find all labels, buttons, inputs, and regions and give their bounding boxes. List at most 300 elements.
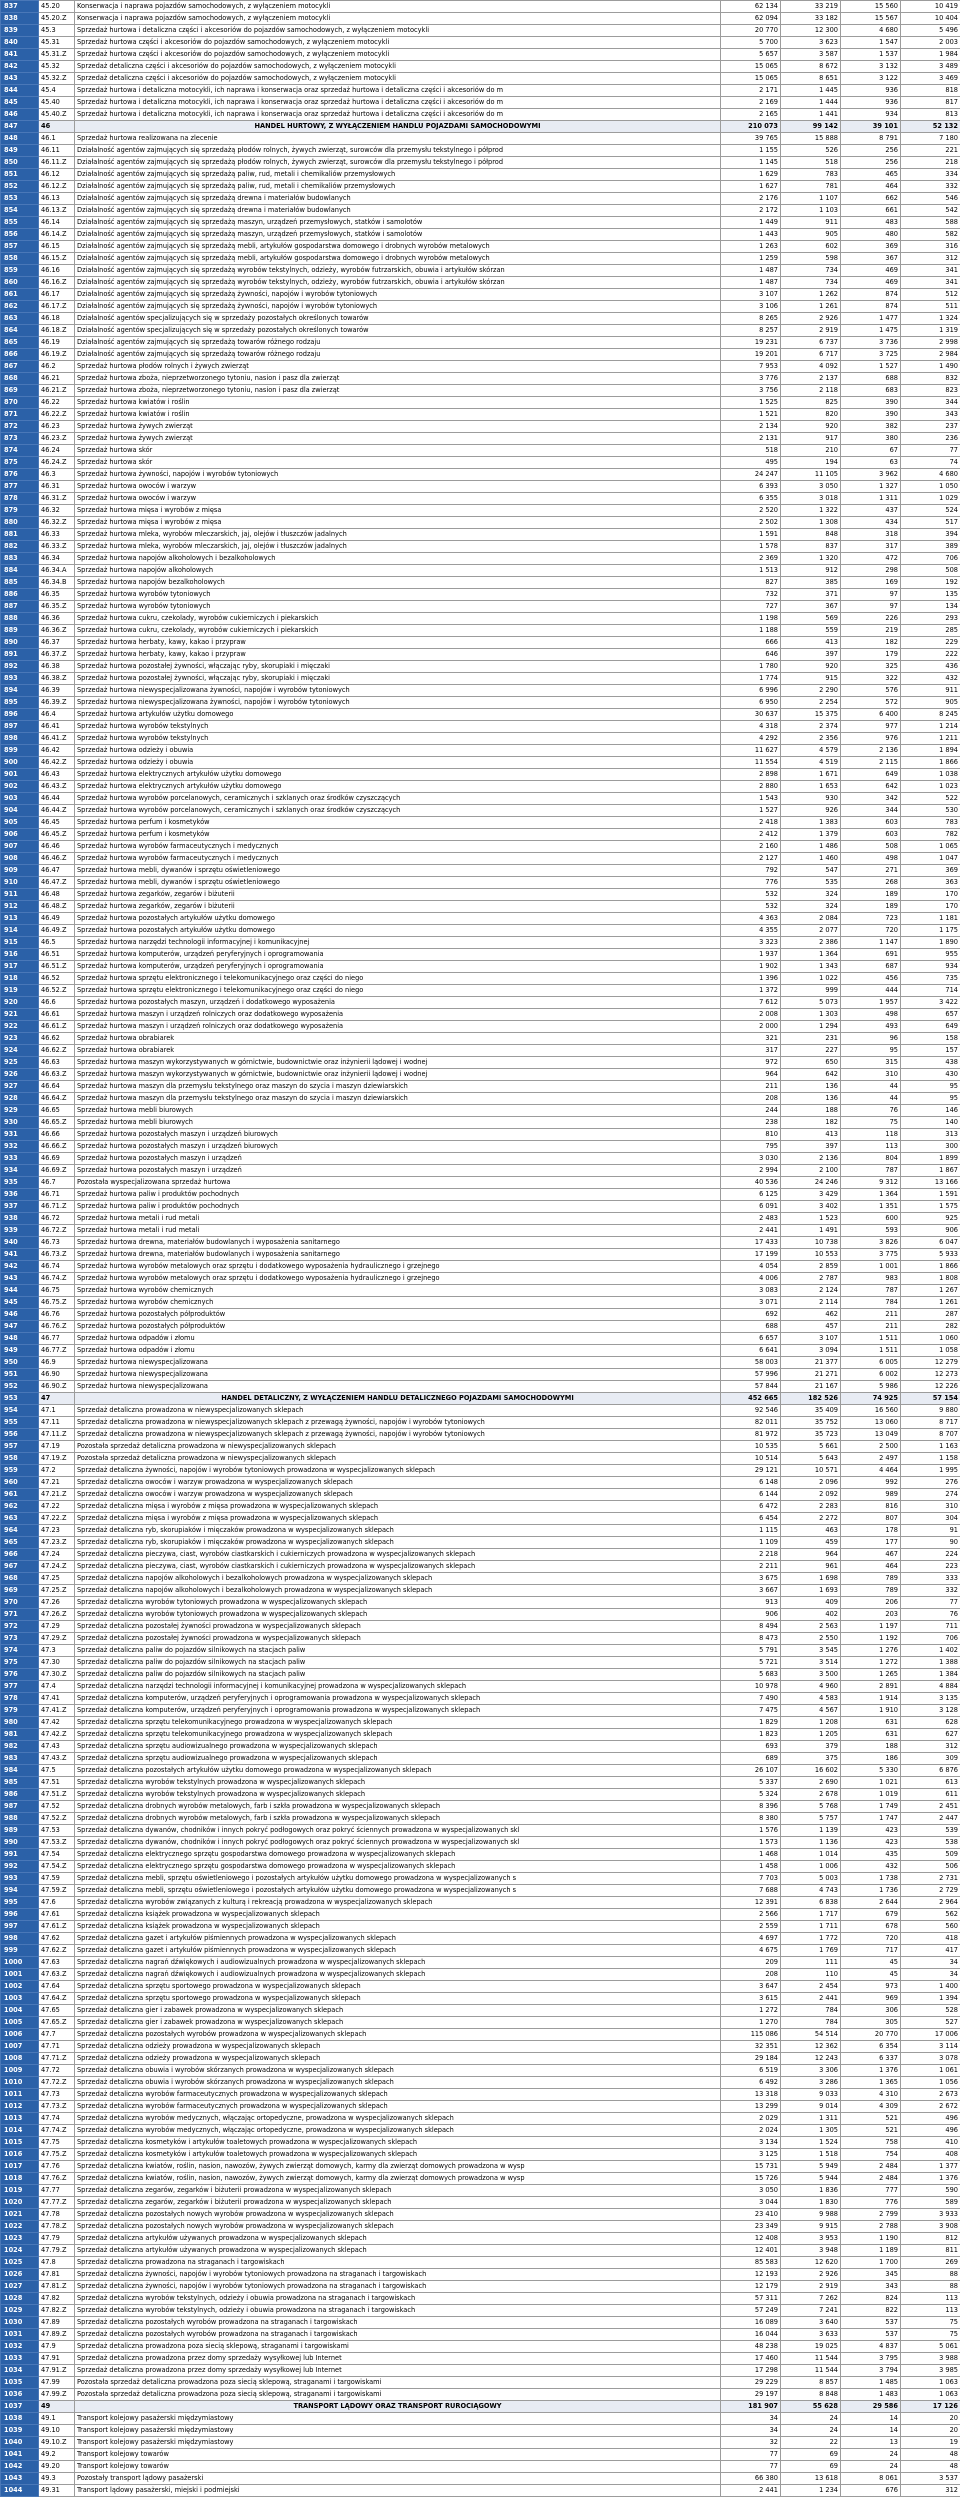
- value-cell-1[interactable]: 57 996: [721, 1369, 781, 1381]
- value-cell-2[interactable]: 518: [781, 157, 841, 169]
- value-cell-3[interactable]: 345: [841, 2269, 901, 2281]
- row-number-header[interactable]: 1001: [1, 1969, 39, 1981]
- value-cell-2[interactable]: 2 441: [781, 1993, 841, 2005]
- pkd-code-cell[interactable]: 46.2: [39, 361, 75, 373]
- value-cell-2[interactable]: 1 262: [781, 289, 841, 301]
- value-cell-3[interactable]: 1 192: [841, 1633, 901, 1645]
- value-cell-2[interactable]: 2 077: [781, 925, 841, 937]
- value-cell-3[interactable]: 113: [841, 1141, 901, 1153]
- row-number-header[interactable]: 1011: [1, 2089, 39, 2101]
- row-number-header[interactable]: 1034: [1, 2365, 39, 2377]
- row-number-header[interactable]: 855: [1, 217, 39, 229]
- value-cell-4[interactable]: 312: [901, 2485, 960, 2497]
- value-cell-2[interactable]: 5 944: [781, 2173, 841, 2185]
- row-number-header[interactable]: 838: [1, 13, 39, 25]
- value-cell-3[interactable]: 464: [841, 1561, 901, 1573]
- pkd-code-cell[interactable]: 47.19.Z: [39, 1453, 75, 1465]
- pkd-code-cell[interactable]: 47.77: [39, 2185, 75, 2197]
- row-number-header[interactable]: 839: [1, 25, 39, 37]
- value-cell-2[interactable]: 385: [781, 577, 841, 589]
- value-cell-2[interactable]: 1 444: [781, 97, 841, 109]
- value-cell-4[interactable]: 316: [901, 241, 960, 253]
- value-cell-1[interactable]: 12 401: [721, 2245, 781, 2257]
- value-cell-3[interactable]: 537: [841, 2329, 901, 2341]
- pkd-code-cell[interactable]: 47.26: [39, 1597, 75, 1609]
- pkd-code-cell[interactable]: 46.21.Z: [39, 385, 75, 397]
- value-cell-3[interactable]: 1 197: [841, 1621, 901, 1633]
- value-cell-2[interactable]: 231: [781, 1033, 841, 1045]
- value-cell-4[interactable]: 823: [901, 385, 960, 397]
- description-cell[interactable]: Sprzedaż detaliczna gier i zabawek prowadzona w wyspecjalizowanych sklepach: [75, 2017, 721, 2029]
- row-number-header[interactable]: 898: [1, 733, 39, 745]
- value-cell-1[interactable]: 1 272: [721, 2005, 781, 2017]
- value-cell-4[interactable]: 6 876: [901, 1765, 960, 1777]
- row-number-header[interactable]: 863: [1, 313, 39, 325]
- row-number-header[interactable]: 846: [1, 109, 39, 121]
- row-number-header[interactable]: 1006: [1, 2029, 39, 2041]
- value-cell-2[interactable]: 24 246: [781, 1177, 841, 1189]
- value-cell-3[interactable]: 8 791: [841, 133, 901, 145]
- description-cell[interactable]: Działalność agentów zajmujących się sprzedażą paliw, rud, metali i chemikaliów przemysłowych: [75, 169, 721, 181]
- row-number-header[interactable]: 1033: [1, 2353, 39, 2365]
- pkd-code-cell[interactable]: 47.78.Z: [39, 2221, 75, 2233]
- value-cell-4[interactable]: 3 422: [901, 997, 960, 1009]
- row-number-header[interactable]: 900: [1, 757, 39, 769]
- value-cell-2[interactable]: 7 241: [781, 2305, 841, 2317]
- value-cell-1[interactable]: 238: [721, 1117, 781, 1129]
- value-cell-4[interactable]: 1 063: [901, 2377, 960, 2389]
- row-number-header[interactable]: 843: [1, 73, 39, 85]
- description-cell[interactable]: Sprzedaż detaliczna pozostałych wyrobów prowadzona w wyspecjalizowanych sklepach: [75, 2029, 721, 2041]
- pkd-code-cell[interactable]: 47.91: [39, 2353, 75, 2365]
- value-cell-1[interactable]: 317: [721, 1045, 781, 1057]
- value-cell-3[interactable]: 380: [841, 433, 901, 445]
- row-number-header[interactable]: 842: [1, 61, 39, 73]
- value-cell-4[interactable]: 783: [901, 817, 960, 829]
- value-cell-2[interactable]: 926: [781, 805, 841, 817]
- pkd-code-cell[interactable]: 46.49: [39, 913, 75, 925]
- value-cell-4[interactable]: 1 023: [901, 781, 960, 793]
- value-cell-3[interactable]: 306: [841, 2005, 901, 2017]
- value-cell-3[interactable]: 5 330: [841, 1765, 901, 1777]
- pkd-code-cell[interactable]: 47.81: [39, 2269, 75, 2281]
- value-cell-2[interactable]: 1 460: [781, 853, 841, 865]
- description-cell[interactable]: Sprzedaż detaliczna drobnych wyrobów metalowych, farb i szkła prowadzona w wyspecjalizowanych sklepach: [75, 1801, 721, 1813]
- row-number-header[interactable]: 984: [1, 1765, 39, 1777]
- value-cell-3[interactable]: 9 312: [841, 1177, 901, 1189]
- value-cell-2[interactable]: 3 948: [781, 2245, 841, 2257]
- pkd-code-cell[interactable]: 46.21: [39, 373, 75, 385]
- description-cell[interactable]: Sprzedaż hurtowa żywności, napojów i wyrobów tytoniowych: [75, 469, 721, 481]
- value-cell-3[interactable]: 315: [841, 1057, 901, 1069]
- row-number-header[interactable]: 987: [1, 1801, 39, 1813]
- value-cell-1[interactable]: 2 127: [721, 853, 781, 865]
- row-number-header[interactable]: 873: [1, 433, 39, 445]
- value-cell-2[interactable]: 3 623: [781, 37, 841, 49]
- value-cell-1[interactable]: 1 591: [721, 529, 781, 541]
- value-cell-1[interactable]: 3 106: [721, 301, 781, 313]
- value-cell-2[interactable]: 2 919: [781, 325, 841, 337]
- value-cell-4[interactable]: 3 988: [901, 2353, 960, 2365]
- pkd-code-cell[interactable]: 46.66: [39, 1129, 75, 1141]
- row-number-header[interactable]: 1000: [1, 1957, 39, 1969]
- value-cell-4[interactable]: 287: [901, 1309, 960, 1321]
- value-cell-2[interactable]: 1 523: [781, 1213, 841, 1225]
- value-cell-2[interactable]: 2 787: [781, 1273, 841, 1285]
- value-cell-1[interactable]: 1 829: [721, 1717, 781, 1729]
- value-cell-4[interactable]: 218: [901, 157, 960, 169]
- value-cell-1[interactable]: 210 073: [721, 121, 781, 133]
- pkd-code-cell[interactable]: 45.20.Z: [39, 13, 75, 25]
- row-number-header[interactable]: 1023: [1, 2233, 39, 2245]
- value-cell-1[interactable]: 30 637: [721, 709, 781, 721]
- pkd-code-cell[interactable]: 47.99.Z: [39, 2389, 75, 2401]
- description-cell[interactable]: Działalność agentów zajmujących się sprzedażą płodów rolnych, żywych zwierząt, surowców dla przemysłu tekstylnego i półprod: [75, 157, 721, 169]
- value-cell-1[interactable]: 4 675: [721, 1945, 781, 1957]
- row-number-header[interactable]: 931: [1, 1129, 39, 1141]
- description-cell[interactable]: Sprzedaż hurtowa pozostałych maszyn i urządzeń biurowych: [75, 1141, 721, 1153]
- pkd-code-cell[interactable]: 47.77.Z: [39, 2197, 75, 2209]
- description-cell[interactable]: Sprzedaż hurtowa kwiatów i roślin: [75, 409, 721, 421]
- row-number-header[interactable]: 940: [1, 1237, 39, 1249]
- value-cell-4[interactable]: 1 211: [901, 733, 960, 745]
- description-cell[interactable]: Transport kolejowy pasażerski międzymiastowy: [75, 2413, 721, 2425]
- description-cell[interactable]: Sprzedaż hurtowa elektrycznych artykułów użytku domowego: [75, 781, 721, 793]
- pkd-code-cell[interactable]: 46.23.Z: [39, 433, 75, 445]
- description-cell[interactable]: Sprzedaż detaliczna żywności, napojów i wyrobów tytoniowych prowadzona na straganach i targowiskach: [75, 2269, 721, 2281]
- pkd-code-cell[interactable]: 47.89: [39, 2317, 75, 2329]
- value-cell-2[interactable]: 12 300: [781, 25, 841, 37]
- value-cell-4[interactable]: 95: [901, 1081, 960, 1093]
- value-cell-3[interactable]: 1 749: [841, 1801, 901, 1813]
- row-number-header[interactable]: 912: [1, 901, 39, 913]
- value-cell-4[interactable]: 332: [901, 1585, 960, 1597]
- row-number-header[interactable]: 866: [1, 349, 39, 361]
- value-cell-4[interactable]: 222: [901, 649, 960, 661]
- row-number-header[interactable]: 858: [1, 253, 39, 265]
- value-cell-2[interactable]: 413: [781, 637, 841, 649]
- description-cell[interactable]: Sprzedaż detaliczna elektrycznego sprzętu gospodarstwa domowego prowadzona w wyspecjalizowanych sklepach: [75, 1861, 721, 1873]
- description-cell[interactable]: Sprzedaż hurtowa części i akcesoriów do pojazdów samochodowych, z wyłączeniem motocykli: [75, 37, 721, 49]
- value-cell-4[interactable]: 2 672: [901, 2101, 960, 2113]
- row-number-header[interactable]: 871: [1, 409, 39, 421]
- description-cell[interactable]: Sprzedaż detaliczna prowadzona przez domy sprzedaży wysyłkowej lub Internet: [75, 2365, 721, 2377]
- description-cell[interactable]: Działalność agentów zajmujących się sprzedażą towarów różnego rodzaju: [75, 337, 721, 349]
- value-cell-2[interactable]: 111: [781, 1957, 841, 1969]
- value-cell-1[interactable]: 3 615: [721, 1993, 781, 2005]
- row-number-header[interactable]: 934: [1, 1165, 39, 1177]
- description-cell[interactable]: Sprzedaż detaliczna pozostałych artykułów użytku domowego prowadzona w wyspecjalizowanych sklepach: [75, 1765, 721, 1777]
- value-cell-1[interactable]: 8 265: [721, 313, 781, 325]
- value-cell-4[interactable]: 113: [901, 2293, 960, 2305]
- pkd-code-cell[interactable]: 46.11: [39, 145, 75, 157]
- description-cell[interactable]: Sprzedaż hurtowa i detaliczna motocykli, ich naprawa i konserwacja oraz sprzedaż hurtowa i detaliczna części i akcesoriów do m: [75, 85, 721, 97]
- value-cell-4[interactable]: 911: [901, 685, 960, 697]
- value-cell-1[interactable]: 2 520: [721, 505, 781, 517]
- description-cell[interactable]: Sprzedaż hurtowa zegarków, zegarów i biżuterii: [75, 889, 721, 901]
- pkd-code-cell[interactable]: 45.40: [39, 97, 75, 109]
- value-cell-4[interactable]: 344: [901, 397, 960, 409]
- value-cell-3[interactable]: 787: [841, 1165, 901, 1177]
- value-cell-3[interactable]: 343: [841, 2281, 901, 2293]
- value-cell-1[interactable]: 6 125: [721, 1189, 781, 1201]
- description-cell[interactable]: Działalność agentów zajmujących się sprzedażą maszyn, urządzeń przemysłowych, statków i samolotów: [75, 229, 721, 241]
- pkd-code-cell[interactable]: 47.26.Z: [39, 1609, 75, 1621]
- value-cell-3[interactable]: 3 736: [841, 337, 901, 349]
- value-cell-3[interactable]: 219: [841, 625, 901, 637]
- description-cell[interactable]: Sprzedaż hurtowa artykułów użytku domowego: [75, 709, 721, 721]
- value-cell-3[interactable]: 1 527: [841, 361, 901, 373]
- value-cell-3[interactable]: 3 725: [841, 349, 901, 361]
- value-cell-1[interactable]: 40 536: [721, 1177, 781, 1189]
- value-cell-1[interactable]: 2 134: [721, 421, 781, 433]
- row-number-header[interactable]: 881: [1, 529, 39, 541]
- value-cell-4[interactable]: 3 933: [901, 2209, 960, 2221]
- row-number-header[interactable]: 976: [1, 1669, 39, 1681]
- row-number-header[interactable]: 964: [1, 1525, 39, 1537]
- row-number-header[interactable]: 923: [1, 1033, 39, 1045]
- value-cell-3[interactable]: 6 002: [841, 1369, 901, 1381]
- value-cell-2[interactable]: 459: [781, 1537, 841, 1549]
- row-number-header[interactable]: 921: [1, 1009, 39, 1021]
- value-cell-2[interactable]: 1 491: [781, 1225, 841, 1237]
- value-cell-2[interactable]: 10 571: [781, 1465, 841, 1477]
- value-cell-4[interactable]: 1 158: [901, 1453, 960, 1465]
- description-cell[interactable]: Sprzedaż detaliczna sprzętu audiowizualnego prowadzona w wyspecjalizowanych sklepach: [75, 1753, 721, 1765]
- value-cell-3[interactable]: 1 910: [841, 1705, 901, 1717]
- value-cell-2[interactable]: 2 690: [781, 1777, 841, 1789]
- row-number-header[interactable]: 883: [1, 553, 39, 565]
- value-cell-1[interactable]: 2 024: [721, 2125, 781, 2137]
- pkd-code-cell[interactable]: 47.41: [39, 1693, 75, 1705]
- value-cell-2[interactable]: 413: [781, 1129, 841, 1141]
- value-cell-3[interactable]: 39 101: [841, 121, 901, 133]
- value-cell-1[interactable]: 5 721: [721, 1657, 781, 1669]
- value-cell-1[interactable]: 6 519: [721, 2065, 781, 2077]
- value-cell-3[interactable]: 537: [841, 2317, 901, 2329]
- value-cell-4[interactable]: 649: [901, 1021, 960, 1033]
- value-cell-2[interactable]: 2 272: [781, 1513, 841, 1525]
- pkd-code-cell[interactable]: 45.31.Z: [39, 49, 75, 61]
- pkd-code-cell[interactable]: 47.6: [39, 1897, 75, 1909]
- description-cell[interactable]: Sprzedaż detaliczna drobnych wyrobów metalowych, farb i szkła prowadzona w wyspecjalizowanych sklepach: [75, 1813, 721, 1825]
- value-cell-3[interactable]: 96: [841, 1033, 901, 1045]
- value-cell-4[interactable]: 1 377: [901, 2161, 960, 2173]
- value-cell-1[interactable]: 4 697: [721, 1933, 781, 1945]
- value-cell-3[interactable]: 1 189: [841, 2245, 901, 2257]
- value-cell-1[interactable]: 2 441: [721, 1225, 781, 1237]
- description-cell[interactable]: Sprzedaż detaliczna gier i zabawek prowadzona w wyspecjalizowanych sklepach: [75, 2005, 721, 2017]
- value-cell-2[interactable]: 35 723: [781, 1429, 841, 1441]
- value-cell-4[interactable]: 3 537: [901, 2473, 960, 2485]
- value-cell-3[interactable]: 683: [841, 385, 901, 397]
- value-cell-1[interactable]: 7 953: [721, 361, 781, 373]
- description-cell[interactable]: Sprzedaż detaliczna sprzętu sportowego prowadzona w wyspecjalizowanych sklepach: [75, 1993, 721, 2005]
- row-number-header[interactable]: 941: [1, 1249, 39, 1261]
- row-number-header[interactable]: 1004: [1, 2005, 39, 2017]
- value-cell-3[interactable]: 5 986: [841, 1381, 901, 1393]
- value-cell-3[interactable]: 472: [841, 553, 901, 565]
- row-number-header[interactable]: 959: [1, 1465, 39, 1477]
- description-cell[interactable]: Pozostała wyspecjalizowana sprzedaż hurtowa: [75, 1177, 721, 1189]
- description-cell[interactable]: Pozostała sprzedaż detaliczna prowadzona poza siecią sklepową, straganami i targowiskami: [75, 2389, 721, 2401]
- pkd-code-cell[interactable]: 46.76.Z: [39, 1321, 75, 1333]
- value-cell-2[interactable]: 4 519: [781, 757, 841, 769]
- pkd-code-cell[interactable]: 49: [39, 2401, 75, 2413]
- description-cell[interactable]: Sprzedaż detaliczna komputerów, urządzeń peryferyjnych i oprogramowania prowadzona w wyspecjalizowanych sklepach: [75, 1705, 721, 1717]
- row-number-header[interactable]: 892: [1, 661, 39, 673]
- value-cell-2[interactable]: 2 926: [781, 313, 841, 325]
- value-cell-4[interactable]: 3 128: [901, 1705, 960, 1717]
- pkd-code-cell[interactable]: 46.24.Z: [39, 457, 75, 469]
- value-cell-2[interactable]: 1 383: [781, 817, 841, 829]
- pkd-code-cell[interactable]: 49.1: [39, 2413, 75, 2425]
- pkd-code-cell[interactable]: 46.35.Z: [39, 601, 75, 613]
- value-cell-4[interactable]: 2 003: [901, 37, 960, 49]
- pkd-code-cell[interactable]: 47.73: [39, 2089, 75, 2101]
- value-cell-2[interactable]: 2 100: [781, 1165, 841, 1177]
- value-cell-1[interactable]: 1 198: [721, 613, 781, 625]
- value-cell-2[interactable]: 3 429: [781, 1189, 841, 1201]
- value-cell-1[interactable]: 6 996: [721, 685, 781, 697]
- value-cell-3[interactable]: 178: [841, 1525, 901, 1537]
- value-cell-2[interactable]: 734: [781, 277, 841, 289]
- description-cell[interactable]: Sprzedaż hurtowa metali i rud metali: [75, 1213, 721, 1225]
- value-cell-4[interactable]: 20: [901, 2413, 960, 2425]
- pkd-code-cell[interactable]: 46.32: [39, 505, 75, 517]
- value-cell-3[interactable]: 1 511: [841, 1333, 901, 1345]
- value-cell-4[interactable]: 934: [901, 961, 960, 973]
- pkd-code-cell[interactable]: 47.82.Z: [39, 2305, 75, 2317]
- pkd-code-cell[interactable]: 46.12.Z: [39, 181, 75, 193]
- description-cell[interactable]: Sprzedaż detaliczna mebli, sprzętu oświetleniowego i pozostałych artykułów użytku domowego prowadzona w wyspecjalizowanych s: [75, 1885, 721, 1897]
- row-number-header[interactable]: 1043: [1, 2473, 39, 2485]
- pkd-code-cell[interactable]: 47.75: [39, 2137, 75, 2149]
- description-cell[interactable]: Sprzedaż detaliczna części i akcesoriów do pojazdów samochodowych, z wyłączeniem motocykli: [75, 73, 721, 85]
- value-cell-2[interactable]: 4 567: [781, 1705, 841, 1717]
- value-cell-2[interactable]: 457: [781, 1321, 841, 1333]
- row-number-header[interactable]: 844: [1, 85, 39, 97]
- value-cell-1[interactable]: 19 231: [721, 337, 781, 349]
- description-cell[interactable]: Sprzedaż detaliczna narzędzi technologii informacyjnej i komunikacyjnej prowadzona w wyspecjalizowanych sklepach: [75, 1681, 721, 1693]
- value-cell-1[interactable]: 732: [721, 589, 781, 601]
- row-number-header[interactable]: 970: [1, 1597, 39, 1609]
- value-cell-4[interactable]: 1 490: [901, 361, 960, 373]
- value-cell-2[interactable]: 7 262: [781, 2293, 841, 2305]
- value-cell-3[interactable]: 804: [841, 1153, 901, 1165]
- value-cell-3[interactable]: 437: [841, 505, 901, 517]
- value-cell-3[interactable]: 2 136: [841, 745, 901, 757]
- row-number-header[interactable]: 899: [1, 745, 39, 757]
- value-cell-3[interactable]: 1 276: [841, 1645, 901, 1657]
- value-cell-4[interactable]: 1 047: [901, 853, 960, 865]
- pkd-code-cell[interactable]: 46.62.Z: [39, 1045, 75, 1057]
- pkd-code-cell[interactable]: 46.15: [39, 241, 75, 253]
- value-cell-4[interactable]: 1 575: [901, 1201, 960, 1213]
- description-cell[interactable]: Działalność agentów zajmujących się sprzedażą żywności, napojów i wyrobów tytoniowych: [75, 301, 721, 313]
- value-cell-1[interactable]: 792: [721, 865, 781, 877]
- pkd-code-cell[interactable]: 46.51: [39, 949, 75, 961]
- value-cell-1[interactable]: 2 172: [721, 205, 781, 217]
- pkd-code-cell[interactable]: 47.43: [39, 1741, 75, 1753]
- value-cell-1[interactable]: 11 627: [721, 745, 781, 757]
- value-cell-3[interactable]: 469: [841, 277, 901, 289]
- value-cell-1[interactable]: 29 121: [721, 1465, 781, 1477]
- row-number-header[interactable]: 1025: [1, 2257, 39, 2269]
- value-cell-2[interactable]: 3 402: [781, 1201, 841, 1213]
- value-cell-1[interactable]: 20 770: [721, 25, 781, 37]
- value-cell-4[interactable]: 1 029: [901, 493, 960, 505]
- value-cell-1[interactable]: 1 627: [721, 181, 781, 193]
- row-number-header[interactable]: 1020: [1, 2197, 39, 2209]
- value-cell-1[interactable]: 2 008: [721, 1009, 781, 1021]
- pkd-code-cell[interactable]: 47.23: [39, 1525, 75, 1537]
- pkd-code-cell[interactable]: 47.29: [39, 1621, 75, 1633]
- row-number-header[interactable]: 849: [1, 145, 39, 157]
- value-cell-1[interactable]: 5 683: [721, 1669, 781, 1681]
- value-cell-1[interactable]: 1 145: [721, 157, 781, 169]
- value-cell-1[interactable]: 2 131: [721, 433, 781, 445]
- row-number-header[interactable]: 961: [1, 1489, 39, 1501]
- description-cell[interactable]: Sprzedaż hurtowa napojów alkoholowych: [75, 565, 721, 577]
- value-cell-2[interactable]: 4 743: [781, 1885, 841, 1897]
- row-number-header[interactable]: 947: [1, 1321, 39, 1333]
- value-cell-4[interactable]: 1 388: [901, 1657, 960, 1669]
- description-cell[interactable]: Sprzedaż detaliczna wyrobów tekstylnych prowadzona w wyspecjalizowanych sklepach: [75, 1789, 721, 1801]
- value-cell-4[interactable]: 706: [901, 553, 960, 565]
- description-cell[interactable]: Sprzedaż detaliczna prowadzona przez domy sprzedaży wysyłkowej lub Internet: [75, 2353, 721, 2365]
- description-cell[interactable]: Sprzedaż hurtowa elektrycznych artykułów użytku domowego: [75, 769, 721, 781]
- row-number-header[interactable]: 880: [1, 517, 39, 529]
- value-cell-2[interactable]: 379: [781, 1741, 841, 1753]
- pkd-code-cell[interactable]: 46.77.Z: [39, 1345, 75, 1357]
- value-cell-3[interactable]: 44: [841, 1093, 901, 1105]
- pkd-code-cell[interactable]: 47.24.Z: [39, 1561, 75, 1573]
- value-cell-3[interactable]: 13 049: [841, 1429, 901, 1441]
- row-number-header[interactable]: 1007: [1, 2041, 39, 2053]
- value-cell-1[interactable]: 15 726: [721, 2173, 781, 2185]
- value-cell-2[interactable]: 4 579: [781, 745, 841, 757]
- description-cell[interactable]: Pozostały transport lądowy pasażerski: [75, 2473, 721, 2485]
- value-cell-4[interactable]: 430: [901, 1069, 960, 1081]
- value-cell-1[interactable]: 693: [721, 1741, 781, 1753]
- value-cell-3[interactable]: 3 122: [841, 73, 901, 85]
- row-number-header[interactable]: 943: [1, 1273, 39, 1285]
- value-cell-3[interactable]: 95: [841, 1045, 901, 1057]
- value-cell-2[interactable]: 1 524: [781, 2137, 841, 2149]
- description-cell[interactable]: Działalność agentów zajmujących się sprzedażą płodów rolnych, żywych zwierząt, surowców dla przemysłu tekstylnego i półprod: [75, 145, 721, 157]
- pkd-code-cell[interactable]: 46.16.Z: [39, 277, 75, 289]
- value-cell-3[interactable]: 182: [841, 637, 901, 649]
- value-cell-3[interactable]: 256: [841, 157, 901, 169]
- value-cell-3[interactable]: 189: [841, 889, 901, 901]
- description-cell[interactable]: Sprzedaż hurtowa wyrobów tytoniowych: [75, 589, 721, 601]
- row-number-header[interactable]: 1015: [1, 2137, 39, 2149]
- value-cell-3[interactable]: 1 019: [841, 1789, 901, 1801]
- pkd-code-cell[interactable]: 47.22.Z: [39, 1513, 75, 1525]
- value-cell-4[interactable]: 363: [901, 877, 960, 889]
- row-number-header[interactable]: 887: [1, 601, 39, 613]
- row-number-header[interactable]: 1005: [1, 2017, 39, 2029]
- value-cell-1[interactable]: 209: [721, 1957, 781, 1969]
- row-number-header[interactable]: 982: [1, 1741, 39, 1753]
- value-cell-2[interactable]: 930: [781, 793, 841, 805]
- value-cell-1[interactable]: 13 318: [721, 2089, 781, 2101]
- value-cell-2[interactable]: 136: [781, 1093, 841, 1105]
- pkd-code-cell[interactable]: 46.61.Z: [39, 1021, 75, 1033]
- pkd-code-cell[interactable]: 47.54: [39, 1849, 75, 1861]
- value-cell-3[interactable]: 344: [841, 805, 901, 817]
